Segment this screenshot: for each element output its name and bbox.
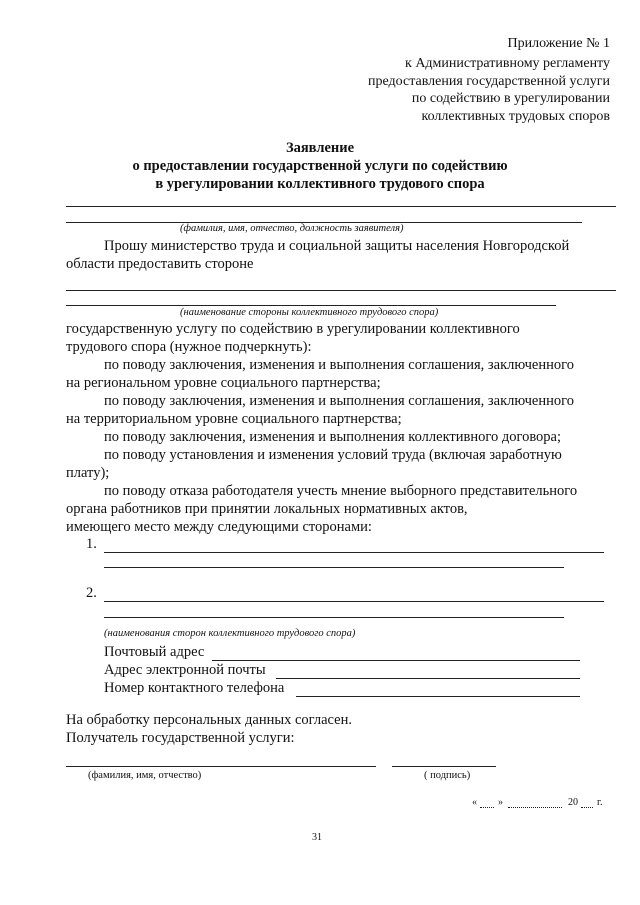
- parties-caption: (наименования сторон коллективного трудового спора): [104, 628, 356, 639]
- option-4-line-2: плату);: [66, 465, 110, 481]
- party-2-line-1[interactable]: [104, 601, 604, 602]
- party-line-2[interactable]: [66, 305, 556, 306]
- email-label: Адрес электронной почты: [104, 662, 266, 678]
- request-line-1: Прошу министерство труда и социальной защиты населения Новгородской: [104, 238, 570, 254]
- party-caption: (наименование стороны коллективного трудового спора): [180, 307, 439, 318]
- option-5-line-1: по поводу отказа работодателя учесть мнение выборного представительного: [104, 483, 578, 499]
- recipient-label: Получатель государственной услуги:: [66, 730, 295, 746]
- phone-label: Номер контактного телефона: [104, 680, 285, 696]
- between-parties-text: имеющего место между следующими сторонами:: [66, 519, 372, 535]
- email-field[interactable]: [276, 678, 580, 679]
- phone-field[interactable]: [296, 696, 580, 697]
- party-1-line-1[interactable]: [104, 552, 604, 553]
- option-4-line-1: по поводу установления и изменения условий труда (включая заработную: [104, 447, 562, 463]
- party-2-line-2[interactable]: [104, 617, 564, 618]
- option-2-line-2: на территориальном уровне социального партнерства;: [66, 411, 402, 427]
- appendix-line-2: к Административному регламенту: [405, 56, 610, 71]
- date-quote-open: «: [472, 797, 477, 808]
- service-line-1: государственную услугу по содействию в урегулировании коллективного: [66, 321, 520, 337]
- document-title: Заявление: [285, 140, 355, 156]
- date-month-field[interactable]: [508, 807, 562, 808]
- service-line-2: трудового спора (нужное подчеркнуть):: [66, 339, 312, 355]
- date-quote-close: »: [498, 797, 503, 808]
- fio-caption: (фамилия, имя, отчество): [88, 770, 202, 781]
- signature-caption: ( подпись): [424, 770, 471, 781]
- option-5-line-2: органа работников при принятии локальных нормативных актов,: [66, 501, 468, 517]
- date-year-field[interactable]: [581, 807, 593, 808]
- party-1-line-2[interactable]: [104, 567, 564, 568]
- date-year-prefix: 20: [568, 797, 578, 808]
- signature-line[interactable]: [392, 766, 496, 767]
- fio-line[interactable]: [66, 766, 376, 767]
- page-number: 31: [312, 832, 322, 843]
- applicant-caption: (фамилия, имя, отчество, должность заявителя): [180, 223, 404, 234]
- option-2-line-1: по поводу заключения, изменения и выполнения соглашения, заключенного: [104, 393, 574, 409]
- appendix-line-3: предоставления государственной услуги: [368, 74, 610, 89]
- party-1-number: 1.: [86, 536, 97, 552]
- party-2-number: 2.: [86, 585, 97, 601]
- document-subtitle-1: о предоставлении государственной услуги по содействию: [132, 158, 508, 174]
- postal-address-field[interactable]: [212, 660, 580, 661]
- consent-text: На обработку персональных данных согласен.: [66, 712, 352, 728]
- party-line-1[interactable]: [66, 290, 616, 291]
- applicant-line-1[interactable]: [66, 206, 616, 207]
- option-3: по поводу заключения, изменения и выполнения коллективного договора;: [104, 429, 562, 445]
- document-subtitle-2: в урегулировании коллективного трудового спора: [155, 176, 485, 192]
- appendix-line-5: коллективных трудовых споров: [421, 109, 610, 124]
- appendix-line-4: по содействию в урегулировании: [411, 91, 610, 106]
- date-day-field[interactable]: [480, 807, 494, 808]
- appendix-number: Приложение № 1: [507, 36, 610, 51]
- postal-address-label: Почтовый адрес: [104, 644, 205, 660]
- request-line-2: области предоставить стороне: [66, 256, 254, 272]
- date-year-suffix: г.: [597, 797, 603, 808]
- option-1-line-1: по поводу заключения, изменения и выполнения соглашения, заключенного: [104, 357, 574, 373]
- option-1-line-2: на региональном уровне социального партнерства;: [66, 375, 381, 391]
